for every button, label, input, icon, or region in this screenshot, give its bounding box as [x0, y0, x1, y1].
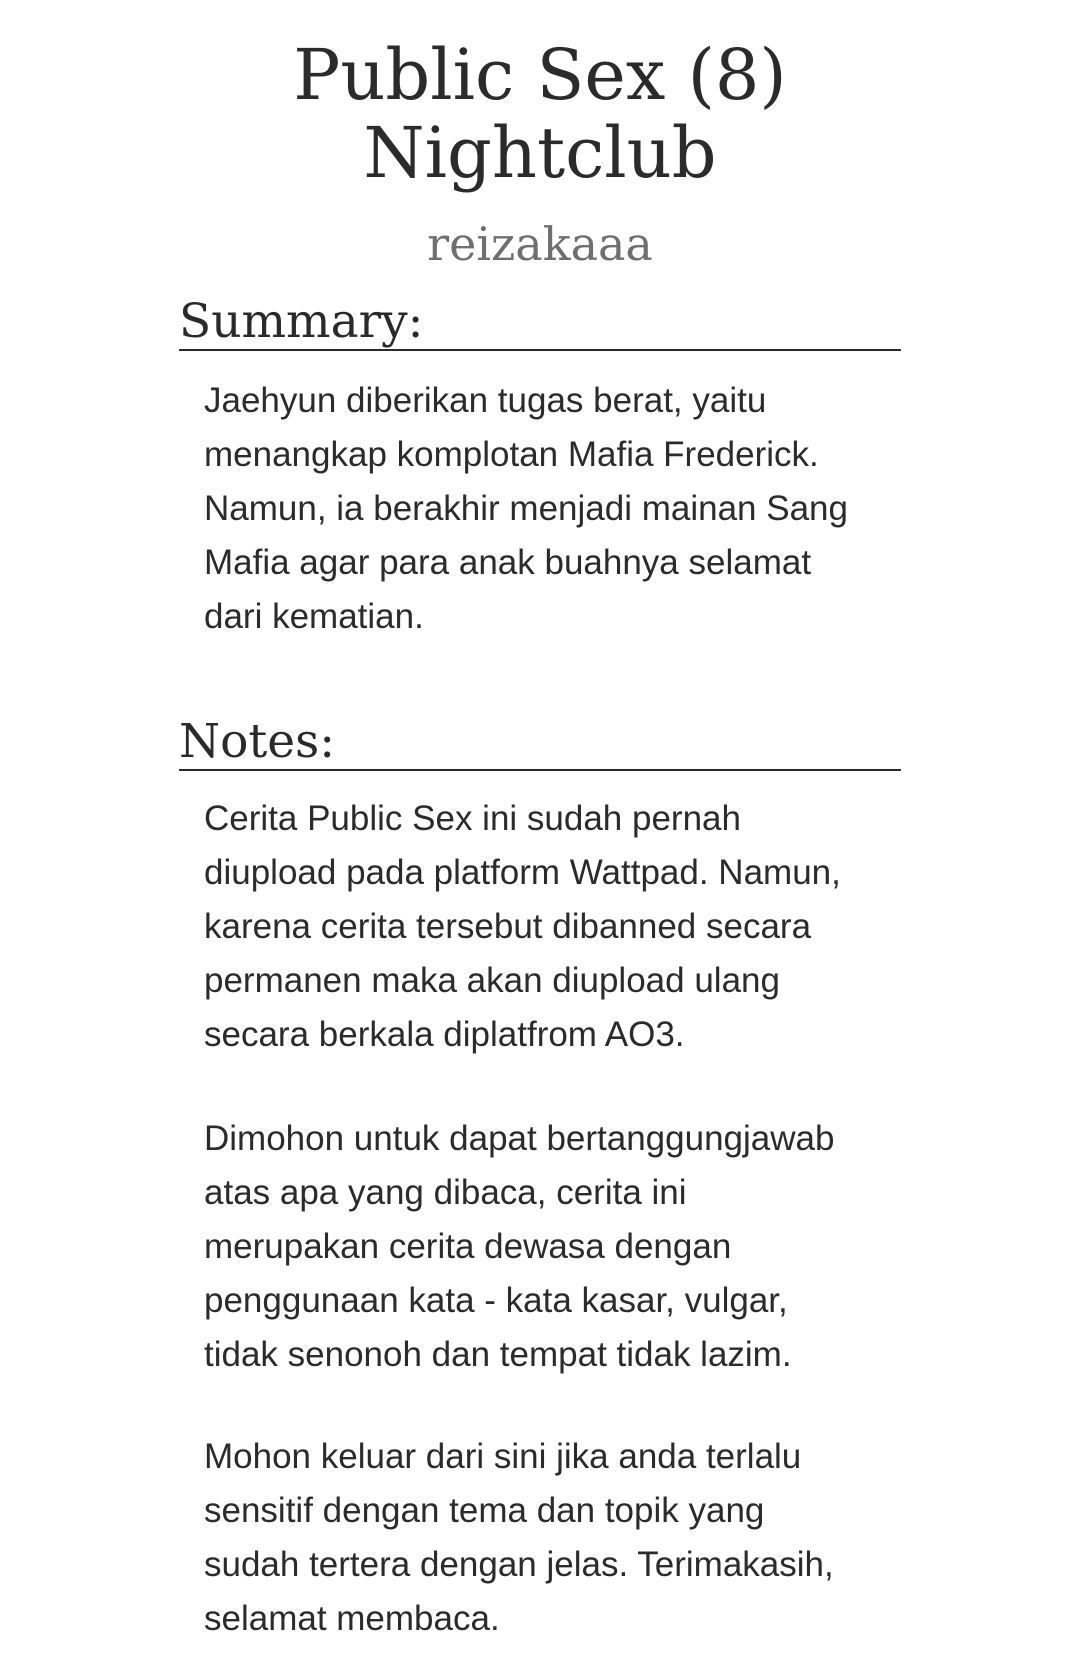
notes-line: Cerita Public Sex ini sudah pernah: [204, 799, 741, 838]
notes-line: diupload pada platform Wattpad. Namun,: [204, 853, 841, 892]
summary-line: Namun, ia berakhir menjadi mainan Sang: [204, 489, 848, 528]
notes-line: Mohon keluar dari sini jika anda terlalu: [204, 1437, 802, 1476]
work-title-line-2: Nightclub: [363, 112, 717, 194]
notes-line: sensitif dengan tema dan topik yang: [204, 1491, 765, 1530]
notes-line: tidak senonoh dan tempat tidak lazim.: [204, 1335, 792, 1374]
notes-line: merupakan cerita dewasa dengan: [204, 1227, 732, 1266]
notes-line: Dimohon untuk dapat bertanggungjawab: [204, 1119, 835, 1158]
notes-line: secara berkala diplatfrom AO3.: [204, 1015, 685, 1054]
notes-line: selamat membaca.: [204, 1599, 500, 1638]
notes-line: sudah tertera dengan jelas. Terimakasih,: [204, 1545, 834, 1584]
work-title-line-1: Public Sex (8): [293, 34, 787, 116]
summary-line: dari kematian.: [204, 597, 424, 636]
notes-paragraph-2: [204, 1112, 904, 1382]
author-name[interactable]: reizakaaa: [427, 217, 653, 271]
notes-paragraph-3: [204, 1430, 904, 1646]
notes-line: karena cerita tersebut dibanned secara: [204, 907, 812, 946]
notes-line: penggunaan kata - kata kasar, vulgar,: [204, 1281, 788, 1320]
notes-heading: Notes:: [179, 715, 901, 771]
summary-heading: Summary:: [179, 295, 901, 351]
summary-line: Mafia agar para anak buahnya selamat: [204, 543, 812, 582]
notes-line: atas apa yang dibaca, cerita ini: [204, 1173, 687, 1212]
summary-line: menangkap komplotan Mafia Frederick.: [204, 435, 819, 474]
notes-paragraph-1: [204, 792, 904, 1062]
summary-text: [204, 374, 904, 644]
notes-line: permanen maka akan diupload ulang: [204, 961, 780, 1000]
summary-line: Jaehyun diberikan tugas berat, yaitu: [204, 381, 767, 420]
